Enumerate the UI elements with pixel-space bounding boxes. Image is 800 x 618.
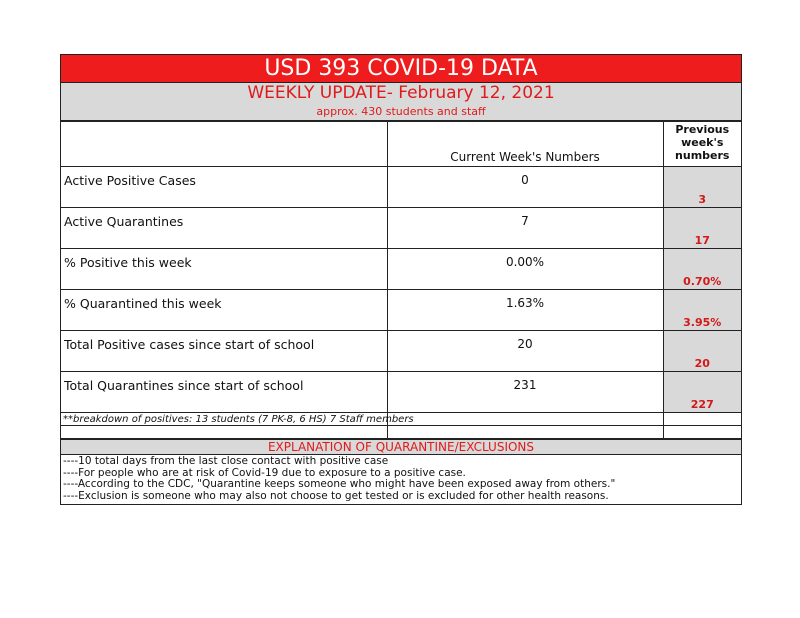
blank-row (61, 426, 741, 439)
table-row (61, 167, 741, 208)
row-label: Active Positive Cases (61, 167, 387, 208)
row-current-value: 231 (387, 372, 663, 413)
table-row (61, 208, 741, 249)
blank-cell (61, 426, 387, 439)
table-header-row (61, 122, 741, 167)
row-label: % Positive this week (61, 249, 387, 290)
header-previous-week: Previous week's numbers (663, 122, 741, 167)
explanation-lines (61, 455, 741, 504)
row-previous-value: 0.70% (663, 249, 741, 290)
footnote-row (61, 413, 741, 426)
row-previous-value: 20 (663, 331, 741, 372)
sheet-title: USD 393 COVID-19 DATA (61, 55, 741, 83)
row-current-value: 0 (387, 167, 663, 208)
data-table (61, 121, 741, 439)
row-previous-value: 227 (663, 372, 741, 413)
table-row (61, 249, 741, 290)
header-blank-cell (61, 122, 387, 167)
row-previous-value: 3 (663, 167, 741, 208)
row-label: Active Quarantines (61, 208, 387, 249)
row-current-value: 1.63% (387, 290, 663, 331)
row-label: Total Positive cases since start of school (61, 331, 387, 372)
row-current-value: 20 (387, 331, 663, 372)
positives-breakdown-footnote: **breakdown of positives: 13 students (7 PK-8, 6 HS) 7 Staff members (63, 413, 414, 425)
row-previous-value: 17 (663, 208, 741, 249)
explanation-title: EXPLANATION OF QUARANTINE/EXCLUSIONS (61, 439, 741, 455)
row-previous-value: 3.95% (663, 290, 741, 331)
row-current-value: 0.00% (387, 249, 663, 290)
blank-cell (387, 426, 663, 439)
header-current-week: Current Week's Numbers (387, 122, 663, 167)
footnote-empty-cell (663, 413, 741, 426)
weekly-update-subtitle: WEEKLY UPDATE- February 12, 2021 (61, 83, 741, 104)
footnote-empty-cell (387, 413, 663, 426)
covid-data-sheet (60, 54, 742, 505)
table-row (61, 290, 741, 331)
row-current-value: 7 (387, 208, 663, 249)
row-label: % Quarantined this week (61, 290, 387, 331)
explanation-line: ----For people who are at risk of Covid-19 due to exposure to a positive case. (63, 466, 466, 479)
explanation-line: ----According to the CDC, "Quarantine keeps someone who might have been exposed away from others." (63, 478, 616, 490)
row-label: Total Quarantines since start of school (61, 372, 387, 413)
table-row (61, 331, 741, 372)
population-note: approx. 430 students and staff (61, 104, 741, 121)
explanation-line: ----10 total days from the last close contact with positive case (63, 455, 389, 467)
table-row (61, 372, 741, 413)
explanation-line: ----Exclusion is someone who may also not choose to get tested or is excluded for other health reasons. (63, 489, 609, 502)
blank-cell (663, 426, 741, 439)
